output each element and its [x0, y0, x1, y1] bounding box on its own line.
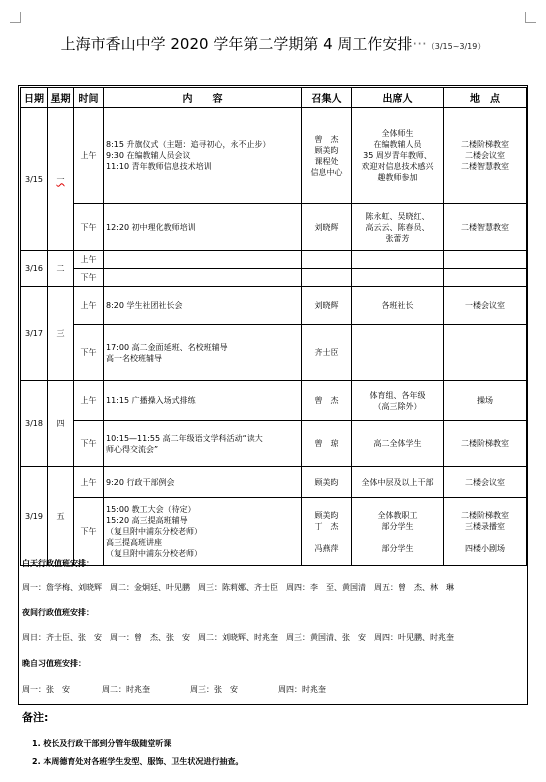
- location-cell: [444, 381, 527, 421]
- location-lines: [446, 510, 524, 554]
- location-cell: [444, 498, 527, 566]
- schedule-table: [20, 87, 527, 566]
- attendees-cell: [352, 498, 444, 566]
- note-item: 2. 本周德育处对各班学生发型、服饰、卫生状况进行抽查。: [32, 757, 244, 766]
- attendees-lines: [354, 477, 441, 488]
- content-cell: [104, 325, 302, 381]
- location-cell: [444, 269, 527, 287]
- convener-cell: [302, 108, 352, 204]
- weekday-cell: 四: [48, 381, 74, 467]
- content-cell: [104, 204, 302, 251]
- study-duty-title: 晚自习值班安排：: [22, 659, 86, 668]
- cell-line: 信息中心: [310, 167, 343, 177]
- cell-line: 二楼智慧教室: [461, 162, 509, 171]
- title-dots: ···: [412, 35, 427, 53]
- convener-cell: [302, 381, 352, 421]
- header-date: 日期: [21, 88, 48, 108]
- cell-line: 齐士臣: [314, 348, 339, 357]
- title-text: 上海市香山中学 2020 学年第二学期第 4 周工作安排: [60, 35, 413, 53]
- cell-line: 趣教师参加: [377, 173, 418, 182]
- cell-line: 欢迎对信息技术感兴: [361, 162, 434, 171]
- cell-line: 各班社长: [381, 301, 414, 310]
- table-row: [21, 108, 527, 204]
- attendees-cell: [352, 269, 444, 287]
- cell-line: 二楼阶梯教室: [461, 140, 509, 149]
- cell-line: 15:20 高三提高班辅导: [106, 516, 188, 525]
- cell-line: 曾 琼: [314, 439, 339, 448]
- location-cell: [444, 287, 527, 325]
- convener-cell: [302, 498, 352, 566]
- location-lines: [446, 438, 524, 449]
- period-cell: 下午: [74, 325, 104, 381]
- date-cell: 3/17: [21, 287, 48, 381]
- cell-line: 三楼录播室: [465, 521, 505, 531]
- location-cell: [444, 108, 527, 204]
- content-lines: [106, 504, 299, 559]
- cell-line: 15:00 教工大会（待定）: [106, 505, 196, 514]
- cell-line: 二楼阶梯教室: [461, 439, 509, 448]
- content-cell: [104, 287, 302, 325]
- cell-line: 二楼阶梯教室: [461, 510, 509, 520]
- header-location: 地 点: [444, 88, 527, 108]
- cell-line: 8:20 学生社团社长会: [106, 301, 183, 310]
- cell-line: 8:15 升旗仪式（主题：追寻初心，永不止步）: [106, 140, 271, 149]
- cell-line: 全体教职工: [377, 510, 418, 520]
- cell-line: 曾 杰: [314, 134, 339, 144]
- night-duty-title: 夜间行政值班安排：: [22, 608, 94, 617]
- cell-line: 顾美昀: [314, 145, 339, 155]
- location-cell: [444, 204, 527, 251]
- note-item: 1. 校长及行政干部到分管年级随堂听课: [32, 739, 172, 748]
- cell-line: 张蕾芳: [385, 233, 410, 243]
- cell-line: 二楼智慧教室: [461, 222, 509, 232]
- cell-line: 师心得交流会”: [106, 444, 159, 454]
- cell-line: （高三除外）: [373, 401, 422, 411]
- content-cell: [104, 251, 302, 269]
- convener-lines: [304, 134, 349, 178]
- content-cell: [104, 108, 302, 204]
- attendees-lines: [354, 211, 441, 244]
- cell-line: 高二全体学生: [373, 439, 422, 448]
- page-title: [0, 34, 546, 57]
- content-lines: [106, 139, 299, 172]
- date-cell: 3/15: [21, 108, 48, 251]
- cell-line: 10:15—11:55 高二年级语文学科活动“读大: [106, 433, 263, 443]
- corner-mark: [525, 12, 536, 23]
- period-cell: 上午: [74, 108, 104, 204]
- cell-line: 全体师生: [381, 129, 414, 138]
- period-cell: 下午: [74, 269, 104, 287]
- convener-cell: [302, 269, 352, 287]
- content-cell: [104, 381, 302, 421]
- convener-cell: [302, 325, 352, 381]
- cell-line: （复旦附中浦东分校老师）: [106, 527, 202, 536]
- date-range: （3/15~3/19）: [430, 42, 486, 51]
- period-cell: 上午: [74, 251, 104, 269]
- attendees-cell: [352, 108, 444, 204]
- content-lines: [106, 477, 299, 488]
- cell-line: 课程处: [314, 156, 339, 166]
- cell-line: [446, 532, 524, 543]
- cell-line: 9:20 行政干部例会: [106, 477, 175, 487]
- convener-lines: [304, 395, 349, 406]
- cell-line: 部分学生: [381, 521, 414, 531]
- cell-line: 高一名校班辅导: [106, 353, 162, 363]
- table-row: [21, 204, 527, 251]
- cell-line: 顾美昀: [314, 510, 339, 520]
- content-lines: [106, 342, 299, 364]
- attendees-cell: [352, 381, 444, 421]
- content-lines: [106, 222, 299, 233]
- attendees-cell: [352, 467, 444, 498]
- convener-lines: [304, 477, 349, 488]
- location-cell: [444, 421, 527, 467]
- attendees-lines: [354, 390, 441, 412]
- header-convener: 召集人: [302, 88, 352, 108]
- attendees-cell: [352, 421, 444, 467]
- cell-line: 35 周岁青年教师、: [363, 151, 432, 160]
- cell-line: 11:15 广播操入场式排练: [106, 396, 196, 405]
- cell-line: 17:00 高二金面延班、名校班辅导: [106, 342, 228, 352]
- attendees-cell: [352, 251, 444, 269]
- cell-line: 高三提高班讲座: [106, 538, 162, 547]
- convener-lines: [304, 222, 349, 233]
- cell-line: 高云云、陈春员、: [365, 222, 430, 232]
- location-cell: [444, 251, 527, 269]
- header-weekday: 星期: [48, 88, 74, 108]
- cell-line: 在编教辅人员: [373, 140, 422, 149]
- cell-line: 操场: [477, 396, 493, 405]
- attendees-lines: [354, 510, 441, 554]
- date-cell: 3/16: [21, 251, 48, 287]
- weekday-cell: 二: [48, 251, 74, 287]
- content-cell: [104, 467, 302, 498]
- period-cell: 下午: [74, 498, 104, 566]
- attendees-cell: [352, 325, 444, 381]
- cell-line: 顾美昀: [314, 477, 339, 487]
- attendees-lines: [354, 128, 441, 183]
- night-duty-line: 周日：齐士臣、张 安 周一：曾 杰、张 安 周二：刘晓辉、时兆奎 周三：黄国清、张 安 周四：叶见鹏、时兆奎: [22, 633, 454, 642]
- location-cell: [444, 325, 527, 381]
- cell-line: [354, 532, 441, 543]
- table-row: [21, 421, 527, 467]
- period-cell: 上午: [74, 381, 104, 421]
- location-lines: [446, 395, 524, 406]
- weekday-cell: [48, 108, 74, 251]
- attendees-cell: [352, 204, 444, 251]
- header-content: 内 容: [104, 88, 302, 108]
- period-cell: 下午: [74, 421, 104, 467]
- period-cell: 下午: [74, 204, 104, 251]
- convener-cell: [302, 421, 352, 467]
- cell-line: 四楼小剧场: [465, 543, 505, 553]
- table-row: [21, 467, 527, 498]
- period-cell: 上午: [74, 467, 104, 498]
- study-duty-line: 周一：张 安 周二：时兆奎 周三：张 安 周四：时兆奎: [22, 685, 326, 694]
- day-duty-line: 周一：詹学梅、刘晓辉 周二：金炯廷、叶见鹏 周三：陈莉娜、齐士臣 周四：李 至、黄国清 周五：曾 杰、林 琳: [22, 583, 454, 592]
- cell-line: 二楼会议室: [465, 151, 505, 160]
- notes-title: 备注:: [22, 711, 49, 724]
- location-lines: [446, 477, 524, 488]
- table-row: [21, 287, 527, 325]
- table-row: [21, 381, 527, 421]
- location-lines: [446, 300, 524, 311]
- cell-line: 部分学生: [381, 543, 414, 553]
- cell-line: （复旦附中浦东分校老师）: [106, 549, 202, 558]
- content-cell: [104, 498, 302, 566]
- cell-line: 曾 杰: [314, 396, 339, 405]
- convener-lines: [304, 347, 349, 358]
- table-row: [21, 498, 527, 566]
- date-cell: 3/18: [21, 381, 48, 467]
- content-lines: [106, 395, 299, 406]
- cell-line: 11:10 青年教师信息技术培训: [106, 162, 212, 171]
- cell-line: [304, 532, 349, 543]
- weekday-text: 一: [56, 174, 65, 184]
- cell-line: 全体中层及以上干部: [361, 477, 434, 487]
- attendees-lines: [354, 438, 441, 449]
- table-row: [21, 269, 527, 287]
- cell-line: 陈永虹、吴晓红、: [365, 211, 430, 221]
- date-cell: 3/19: [21, 467, 48, 566]
- weekday-cell: 三: [48, 287, 74, 381]
- location-lines: [446, 139, 524, 172]
- convener-cell: [302, 287, 352, 325]
- convener-cell: [302, 467, 352, 498]
- convener-lines: [304, 438, 349, 449]
- cell-line: 12:20 初中理化教师培训: [106, 222, 196, 232]
- cell-line: 刘晓辉: [314, 301, 339, 310]
- content-cell: [104, 269, 302, 287]
- content-cell: [104, 421, 302, 467]
- table-row: [21, 251, 527, 269]
- table-header-row: [21, 88, 527, 108]
- cell-line: 丁 杰: [314, 521, 339, 531]
- attendees-lines: [354, 300, 441, 311]
- cell-line: 9:30 在编教辅人员会议: [106, 151, 191, 160]
- content-lines: [106, 433, 299, 455]
- convener-lines: [304, 300, 349, 311]
- cell-line: 刘晓辉: [314, 222, 339, 232]
- cell-line: 二楼会议室: [465, 477, 505, 487]
- cell-line: 一楼会议室: [465, 301, 505, 310]
- convener-cell: [302, 251, 352, 269]
- location-cell: [444, 467, 527, 498]
- convener-lines: [304, 510, 349, 554]
- day-duty-title: 白天行政值班安排：: [22, 559, 94, 568]
- location-lines: [446, 222, 524, 233]
- content-lines: [106, 300, 299, 311]
- cell-line: 体育组、各年级: [369, 390, 426, 400]
- period-cell: 上午: [74, 287, 104, 325]
- corner-mark: [10, 12, 21, 23]
- attendees-cell: [352, 287, 444, 325]
- header-time: 时间: [74, 88, 104, 108]
- cell-line: 冯燕萍: [314, 543, 339, 553]
- weekday-cell: 五: [48, 467, 74, 566]
- header-attendees: 出席人: [352, 88, 444, 108]
- convener-cell: [302, 204, 352, 251]
- table-row: [21, 325, 527, 381]
